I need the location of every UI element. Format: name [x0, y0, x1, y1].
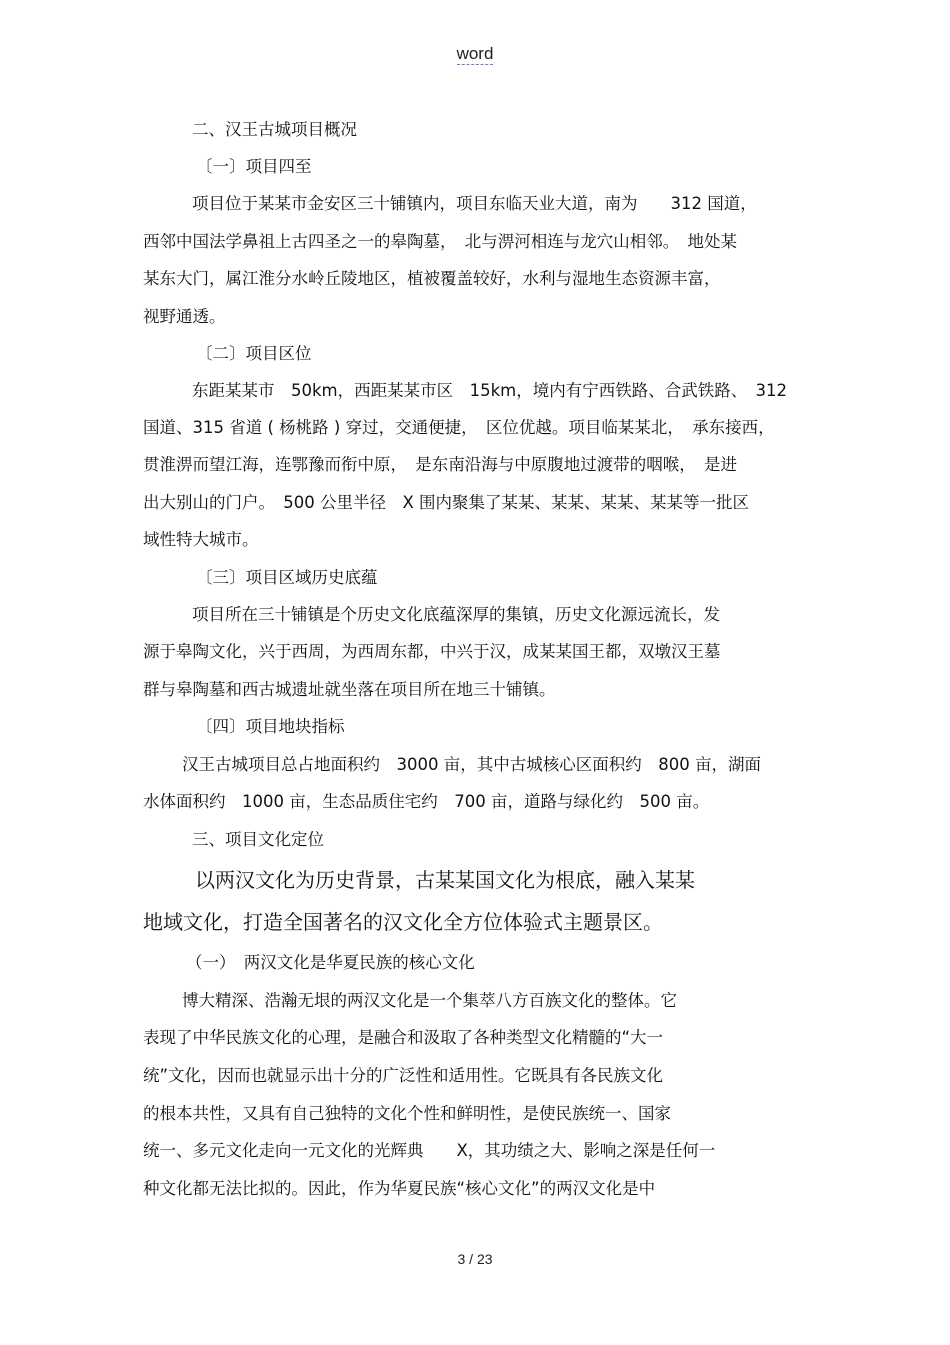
body-line: 统”文化，因而也就显示出十分的广泛性和适用性。它既具有各民族文化	[143, 1066, 664, 1085]
body-line: 表现了中华民族文化的心理，是融合和汲取了各种类型文化精髓的“大一	[143, 1028, 664, 1047]
body-line: 贯淮淠而望江海，连鄂豫而衔中原， 是东南沿海与中原腹地过渡带的咽喉， 是进	[143, 455, 737, 474]
subsection-heading: 〔四〕项目地块指标	[196, 717, 345, 736]
subsection-heading: （一） 两汉文化是华夏民族的核心文化	[186, 953, 475, 972]
body-line: 域性特大城市。	[143, 530, 259, 549]
page-header	[0, 44, 950, 64]
body-line: 群与皋陶墓和西古城遗址就坐落在项目所在地三十铺镇。	[143, 680, 556, 699]
body-line: 东距某某市 50km，西距某某市区 15km，境内有宁西铁路、合武铁路、 312	[192, 381, 787, 400]
page-number: 3 / 23	[457, 1251, 493, 1267]
section-heading: 三、项目文化定位	[192, 830, 324, 849]
subsection-heading: 〔一〕项目四至	[196, 157, 312, 176]
body-line: 水体面积约 1000 亩，生态品质住宅约 700 亩，道路与绿化约 500 亩。	[143, 792, 710, 811]
body-line: 源于皋陶文化，兴于西周，为西周东都，中兴于汉，成某某国王都，双墩汉王墓	[143, 642, 721, 661]
body-line: 统一、多元文化走向一元文化的光辉典 X，其功绩之大、影响之深是任何一	[143, 1141, 716, 1160]
subsection-heading: 〔三〕项目区域历史底蕴	[196, 568, 378, 587]
header-text: word	[456, 44, 494, 63]
body-line: 项目所在三十铺镇是个历史文化底蕴深厚的集镇，历史文化源远流长，发	[192, 605, 720, 624]
body-line: 博大精深、浩瀚无垠的两汉文化是一个集萃八方百族文化的整体。它	[182, 991, 677, 1010]
body-line: 某东大门，属江淮分水岭丘陵地区，植被覆盖较好，水利与湿地生态资源丰富，	[143, 269, 721, 288]
body-line: 西邻中国法学鼻祖上古四圣之一的皋陶墓， 北与淠河相连与龙穴山相邻。 地处某	[143, 232, 737, 251]
body-line: 视野通透。	[143, 307, 226, 326]
body-line: 项目位于某某市金安区三十铺镇内，项目东临天业大道，南为 312 国道，	[192, 194, 757, 213]
section-heading: 二、汉王古城项目概况	[192, 120, 357, 139]
emphasis-line: 以两汉文化为历史背景，古某某国文化为根底，融入某某	[195, 868, 695, 892]
subsection-heading: 〔二〕项目区位	[196, 344, 312, 363]
body-line: 国道、315 省道 ( 杨桃路 ) 穿过，交通便捷， 区位优越。项目临某某北， 承东接西，	[143, 418, 775, 437]
body-line: 的根本共性，又具有自己独特的文化个性和鲜明性，是使民族统一、国家	[143, 1104, 671, 1123]
body-line: 种文化都无法比拟的。因此，作为华夏民族“核心文化”的两汉文化是中	[143, 1179, 656, 1198]
emphasis-line: 地域文化，打造全国著名的汉文化全方位体验式主题景区。	[143, 910, 663, 934]
body-line: 出大别山的门户。 500 公里半径 X 围内聚集了某某、某某、某某、某某等一批区	[143, 493, 750, 512]
body-line: 汉王古城项目总占地面积约 3000 亩，其中古城核心区面积约 800 亩，湖面	[182, 755, 761, 774]
